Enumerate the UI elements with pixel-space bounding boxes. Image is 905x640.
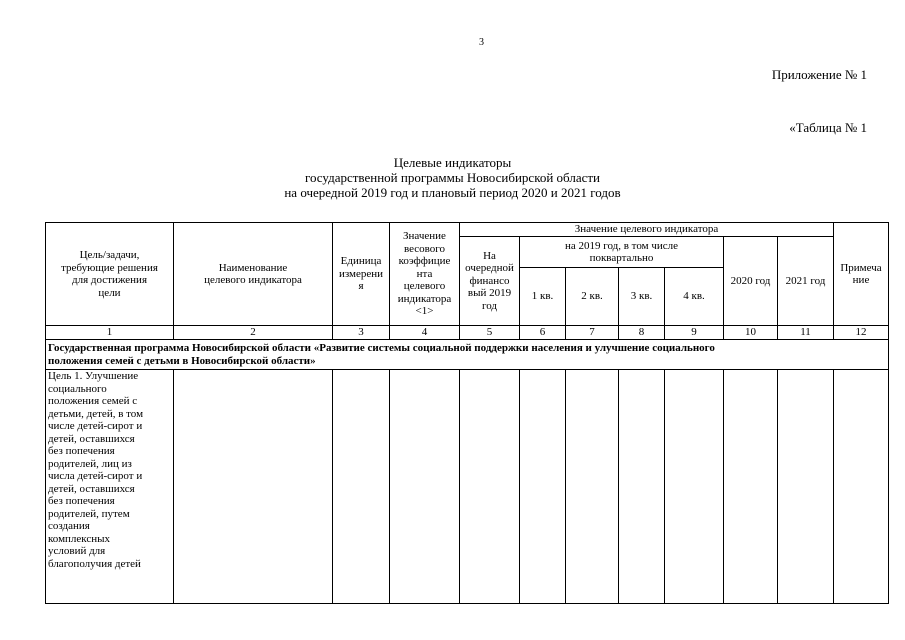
column-number: 12	[834, 326, 889, 340]
section-row	[46, 340, 889, 370]
cell-line: индикатора	[397, 292, 452, 305]
header-indicator-name	[174, 223, 333, 326]
cell-line: положения семей с детьми в Новосибирской области»	[48, 354, 316, 367]
cell-line: без попечения	[48, 495, 115, 507]
cell-line: родителей, путем	[48, 507, 130, 520]
cell-line: требующие решения	[61, 261, 158, 274]
header-2021: 2021 год	[778, 237, 834, 326]
cell-line: числе детей-сирот и	[48, 420, 143, 432]
cell-line: год	[481, 299, 498, 312]
header-note	[834, 223, 889, 326]
cell-line: <1>	[415, 305, 434, 318]
header-q1: 1 кв.	[520, 268, 566, 326]
cell-line: ние	[852, 274, 870, 286]
header-q4: 4 кв.	[665, 268, 724, 326]
cell-line: условий для	[48, 545, 106, 557]
document-title	[0, 155, 905, 200]
column-number: 2	[174, 326, 333, 340]
empty-cell	[619, 370, 665, 604]
goal-1-text	[46, 370, 174, 604]
cell-line: числа детей-сирот и	[48, 470, 143, 482]
header-weight	[390, 223, 460, 326]
empty-cell	[566, 370, 619, 604]
empty-cell	[520, 370, 566, 604]
header-q2: 2 кв.	[566, 268, 619, 326]
header-next-fy	[460, 237, 520, 326]
cell-line: Примеча	[840, 261, 882, 274]
cell-line: измерени	[338, 267, 384, 280]
indicators-table	[45, 222, 889, 604]
empty-cell	[724, 370, 778, 604]
title-line: Целевые индикаторы	[393, 155, 512, 170]
cell-line: Единица	[340, 255, 382, 268]
cell-line: детей, оставшихся	[48, 482, 135, 495]
cell-line: благополучия детей	[48, 557, 141, 570]
header-2020: 2020 год	[724, 237, 778, 326]
empty-cell	[665, 370, 724, 604]
cell-line: очередной	[465, 262, 514, 275]
cell-line: родителей, лиц из	[48, 457, 132, 470]
cell-line: для достижения	[71, 274, 147, 286]
header-goal	[46, 223, 174, 326]
empty-cell	[174, 370, 333, 604]
cell-line: я	[358, 280, 364, 293]
column-numbers-row	[46, 326, 889, 340]
cell-line: весового	[403, 242, 446, 255]
cell-line: социального	[48, 382, 107, 395]
cell-line: Цель/задачи,	[79, 249, 140, 261]
page-number: 3	[479, 37, 484, 48]
column-number: 10	[724, 326, 778, 340]
cell-line: целевого	[403, 280, 446, 293]
appendix-label: Приложение № 1	[771, 67, 867, 82]
cell-line: На	[483, 249, 496, 262]
cell-line: без попечения	[48, 445, 115, 457]
title-line: на очередной 2019 год и плановый период 2020 и 2021 годов	[284, 185, 621, 200]
empty-cell	[460, 370, 520, 604]
cell-line: на 2019 год, в том числе	[564, 239, 679, 252]
empty-cell	[834, 370, 889, 604]
cell-line: целевого индикатора	[204, 274, 302, 286]
cell-line: комплексных	[48, 532, 111, 545]
header-indicator-value-group: Значение целевого индикатора	[460, 223, 834, 237]
column-number: 11	[778, 326, 834, 340]
header-unit	[333, 223, 390, 326]
cell-line: создания	[48, 520, 90, 532]
cell-line: Государственная программа Новосибирской области «Развитие системы социальной поддержки населения и улучшение социального	[48, 342, 715, 354]
empty-cell	[333, 370, 390, 604]
header-2019-quarterly	[520, 237, 724, 268]
header-q3: 3 кв.	[619, 268, 665, 326]
cell-line: цели	[98, 286, 121, 299]
column-number: 4	[390, 326, 460, 340]
empty-cell	[778, 370, 834, 604]
column-number: 5	[460, 326, 520, 340]
cell-line: Наименование	[218, 261, 288, 274]
empty-cell	[390, 370, 460, 604]
column-number: 1	[46, 326, 174, 340]
cell-line: детей, оставшихся	[48, 432, 135, 445]
cell-line: Значение	[403, 230, 446, 243]
cell-line: детьми, детей, в том	[48, 407, 144, 420]
column-number: 8	[619, 326, 665, 340]
cell-line: поквартально	[589, 252, 654, 264]
table-reference: «Таблица № 1	[789, 120, 867, 135]
goal-row	[46, 370, 889, 604]
column-number: 9	[665, 326, 724, 340]
cell-line: вый 2019	[467, 287, 512, 300]
title-line: государственной программы Новосибирской области	[304, 170, 601, 185]
column-number: 3	[333, 326, 390, 340]
column-number: 6	[520, 326, 566, 340]
program-section-title	[46, 340, 889, 370]
column-number: 7	[566, 326, 619, 340]
cell-line: нта	[416, 267, 433, 280]
cell-line: финансо	[469, 274, 510, 287]
cell-line: положения семей с	[48, 395, 138, 407]
cell-line: Цель 1. Улучшение	[48, 370, 139, 382]
cell-line: коэффицие	[398, 255, 451, 268]
